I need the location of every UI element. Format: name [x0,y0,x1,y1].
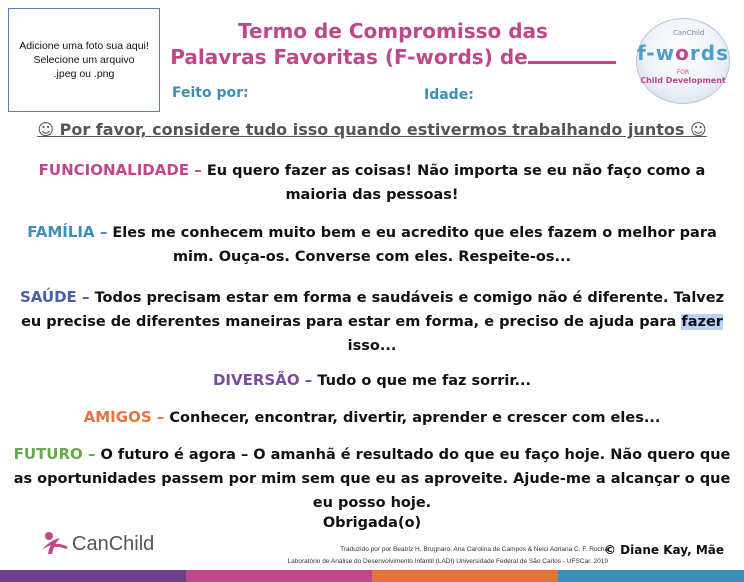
section-friends [8,405,736,430]
future-keyword: FUTURO – [13,445,96,463]
intro-line: ☺ Por favor, considere tudo isso quando estivermos trabalhando juntos ☺ [37,120,707,139]
logo-o: o [675,41,690,65]
logo-wordmark [637,41,729,65]
section-future [8,442,736,515]
name-blank-line[interactable] [528,45,616,64]
footer-bar-segment [372,570,558,582]
logo-f: f-w [637,41,676,65]
photo-prompt-line2: Selecione um arquivo [33,54,135,66]
functionality-text: Eu quero fazer as coisas! Não importa se eu não faço como a maioria das pessoas! [201,163,706,203]
translation-credits [268,544,608,568]
fun-keyword: DIVERSÃO – [212,371,313,389]
health-text-after: isso... [347,338,397,354]
friends-text: Conhecer, encontrar, divertir, aprender e crescer com eles... [164,410,661,426]
made-by-label: Feito por: [172,85,249,101]
health-text-before: Todos precisam estar em forma e saudáveis e comigo não é diferente. Talvez eu precise de diferentes maneiras para estar em forma, e preciso de ajuda para [21,290,725,330]
functionality-keyword: FUNCIONALIDADE – [38,161,202,179]
copyright-text: © Diane Kay, Mãe [604,543,725,557]
section-fun [8,368,736,393]
photo-prompt-line1: Adicione uma foto sua aqui! [19,40,149,52]
footer-bar-segment [186,570,372,582]
title-line2-wrap [168,44,618,70]
footer-bar-segment [0,570,186,582]
canchild-brand: CanChild [72,532,155,555]
title-line1: Termo de Compromisso das [238,19,548,43]
credit-line1: Traduzido por por Beatriz H. Brugnaro, Ana Carolina de Campos & Nelci Adriana C. F. Rocha [340,546,608,553]
section-family [8,220,736,269]
section-functionality [8,158,736,207]
family-text: Eles me conhecem muito bem e eu acredito que eles fazem o melhor para mim. Ouça-os. Converse com eles. Respeite-os... [107,225,717,265]
friends-keyword: AMIGOS – [83,408,165,426]
photo-upload-box[interactable] [8,8,160,112]
fun-text: Tudo o que me faz sorrir... [312,373,532,389]
credit-line2: Laboratório de Análise do Desenvolvimento Infantil (LADI) Universidade Federal de São Carlos - UFSCar. 2019 [287,558,608,565]
footer-color-bar [0,570,744,582]
logo-for-text: FOR [676,69,690,76]
canchild-logo [40,530,154,558]
logo-rest: rds [689,41,729,65]
photo-prompt-line3: .jpeg ou .png [53,68,115,80]
family-keyword: FAMÍLIA – [27,223,108,241]
fwords-logo [636,18,730,104]
title-line2: Palavras Favoritas (F-words) de [170,45,528,69]
logo-subtitle: Child Development [640,76,726,85]
section-health [8,285,736,358]
thanks-text: Obrigada(o) [322,515,422,531]
canchild-figure-icon [40,530,68,558]
page-title [168,18,618,70]
age-label: Idade: [424,87,474,103]
logo-small-text: CanChild [673,29,705,37]
health-highlight: fazer [681,314,723,330]
footer-bar-segment [558,570,744,582]
health-keyword: SAÚDE – [19,288,90,306]
future-text: O futuro é agora – O amanhã é resultado do que eu faço hoje. Não quero que as oportunidades passem por mim sem que eu as aproveite. Ajude-me a alcançar o que eu posso hoje. [13,447,731,511]
